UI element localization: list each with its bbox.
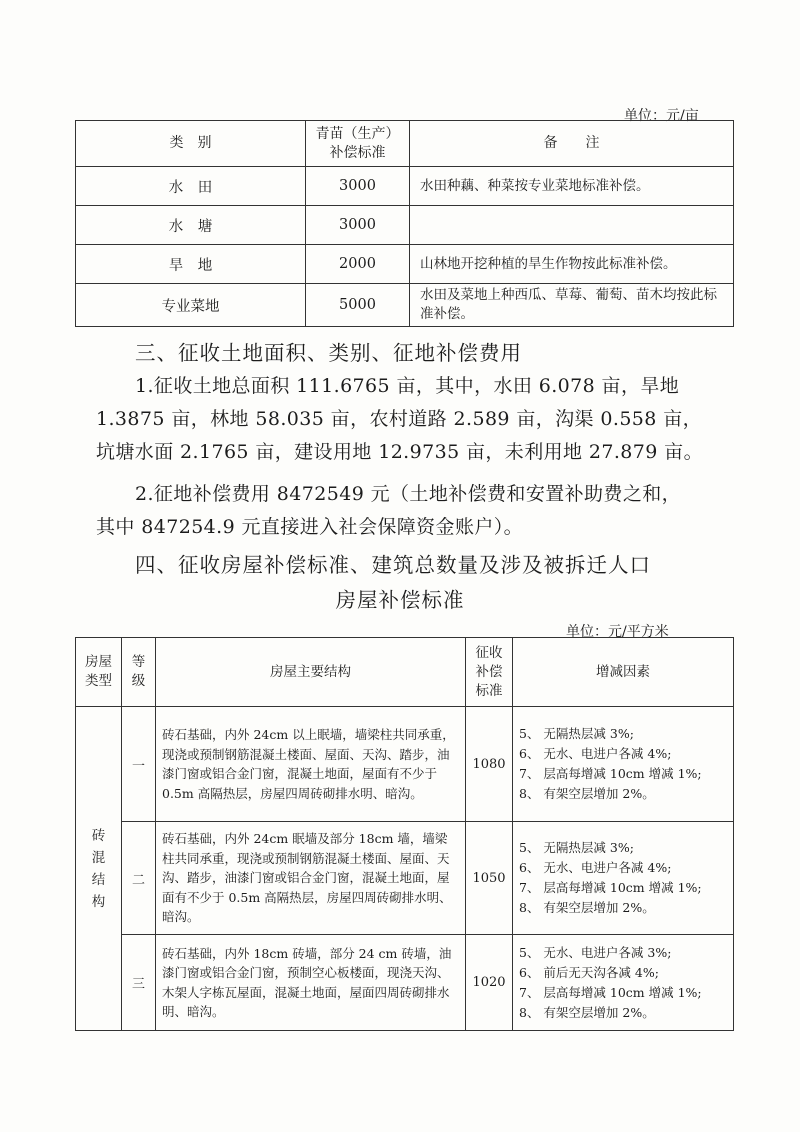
cell-standard: 3000 (306, 206, 410, 245)
header-standard: 青苗（生产） 补偿标准 (306, 121, 410, 167)
cell-note (410, 206, 734, 245)
paragraph-line: 坑塘水面 2.1765 亩，建设用地 12.9735 亩，未利用地 27.879 亩。 (96, 441, 703, 463)
factor-item: 5、 无隔热层减 3%; (519, 840, 634, 855)
factor-item: 7、 层高每增减 10cm 增减 1%; (519, 880, 702, 895)
cell-standard: 3000 (306, 167, 410, 206)
cell-standard: 1050 (466, 822, 513, 935)
cell-standard: 1020 (466, 935, 513, 1031)
table-row (76, 245, 734, 284)
table-header-row (76, 121, 734, 167)
table-title: 房屋补偿标准 (335, 588, 465, 612)
unit-label-house: 单位：元/平方米 (566, 624, 669, 640)
house-compensation-table (75, 637, 734, 1031)
cell-structure: 砖石基础，内外 18cm 砖墙，部分 24 cm 砖墙，油漆门窗或铝合金门窗，预制空心板楼面，现浇天沟、木架人字栋瓦屋面，混凝土地面，屋面四周砖砌排水明、暗沟。 (156, 935, 466, 1031)
crop-compensation-table (75, 120, 734, 327)
cell-standard: 5000 (306, 284, 410, 327)
factor-item: 6、 无水、电进户各减 4%; (519, 860, 672, 875)
header-house-type: 房屋 类型 (76, 638, 122, 707)
cell-type: 专业菜地 (76, 284, 306, 327)
table-row (76, 284, 734, 327)
table-row (76, 707, 734, 822)
cell-grade: 三 (122, 935, 156, 1031)
cell-type: 旱 地 (76, 245, 306, 284)
cell-type: 水 田 (76, 167, 306, 206)
cell-structure: 砖石基础，内外 24cm 以上眠墙，墙梁柱共同承重，现浇或预制钢筋混凝土楼面、屋面、天沟、踏步，油漆门窗或铝合金门窗，混凝土地面，屋面有不少于 0.5m 高隔热层，房屋四周砖砌排水明、暗沟。 (156, 707, 466, 822)
factor-item: 8、 有架空层增加 2%。 (519, 786, 655, 801)
paragraph-line: 1.征收土地总面积 111.6765 亩，其中，水田 6.078 亩，旱地 (135, 375, 680, 397)
cell-structure: 砖石基础，内外 24cm 眠墙及部分 18cm 墙，墙梁柱共同承重，现浇或预制钢筋混凝土楼面、屋面、天沟、踏步，油漆门窗或铝合金门窗，混凝土地面，屋面有不少于 0.5m 高隔热层，房屋四周砖砌排水明、暗沟。 (156, 822, 466, 935)
cell-type: 水 塘 (76, 206, 306, 245)
header-factors: 增减因素 (513, 638, 734, 707)
header-type: 类 别 (76, 121, 306, 167)
table-header-row (76, 638, 734, 707)
header-standard: 征收 补偿 标准 (466, 638, 513, 707)
header-structure: 房屋主要结构 (156, 638, 466, 707)
cell-factors (513, 707, 734, 822)
table-row (76, 206, 734, 245)
cell-note: 水田及菜地上种西瓜、草莓、葡萄、苗木均按此标准补偿。 (410, 284, 734, 327)
table-row (76, 935, 734, 1031)
table-row (76, 167, 734, 206)
table-row (76, 822, 734, 935)
paragraph-line: 1.3875 亩，林地 58.035 亩，农村道路 2.589 亩，沟渠 0.558 亩， (96, 408, 703, 430)
section3-heading: 三、征收土地面积、类别、征地补偿费用 (135, 341, 522, 365)
category-cell: 砖 混 结 构 (76, 707, 122, 1031)
cell-note: 水田种藕、种菜按专业菜地标准补偿。 (410, 167, 734, 206)
factor-item: 6、 无水、电进户各减 4%; (519, 746, 672, 761)
cell-standard: 2000 (306, 245, 410, 284)
header-note: 备 注 (410, 121, 734, 167)
paragraph-line: 2.征地补偿费用 8472549 元（土地补偿费和安置补助费之和， (135, 483, 682, 505)
factor-item: 5、 无水、电进户各减 3%; (519, 944, 672, 960)
factor-item: 8、 有架空层增加 2%。 (519, 900, 655, 915)
cell-note: 山林地开挖种植的旱生作物按此标准补偿。 (410, 245, 734, 284)
header-grade: 等 级 (122, 638, 156, 707)
factor-item: 7、 层高每增减 10cm 增减 1%; (519, 984, 702, 1000)
factor-item: 5、 无隔热层减 3%; (519, 726, 634, 741)
cell-grade: 二 (122, 822, 156, 935)
unit-label-top: 单位：元/亩 (624, 108, 699, 124)
cell-standard: 1080 (466, 707, 513, 822)
factor-item: 6、 前后无天沟各减 4%; (519, 964, 659, 980)
factor-item: 8、 有架空层增加 2%。 (519, 1004, 655, 1020)
section4-heading: 四、征收房屋补偿标准、建筑总数量及涉及被拆迁人口 (135, 553, 651, 577)
factor-item: 7、 层高每增减 10cm 增减 1%; (519, 766, 702, 781)
cell-factors (513, 822, 734, 935)
cell-grade: 一 (122, 707, 156, 822)
cell-factors (513, 935, 734, 1031)
paragraph-line: 其中 847254.9 元直接进入社会保障资金账户）。 (96, 516, 524, 538)
